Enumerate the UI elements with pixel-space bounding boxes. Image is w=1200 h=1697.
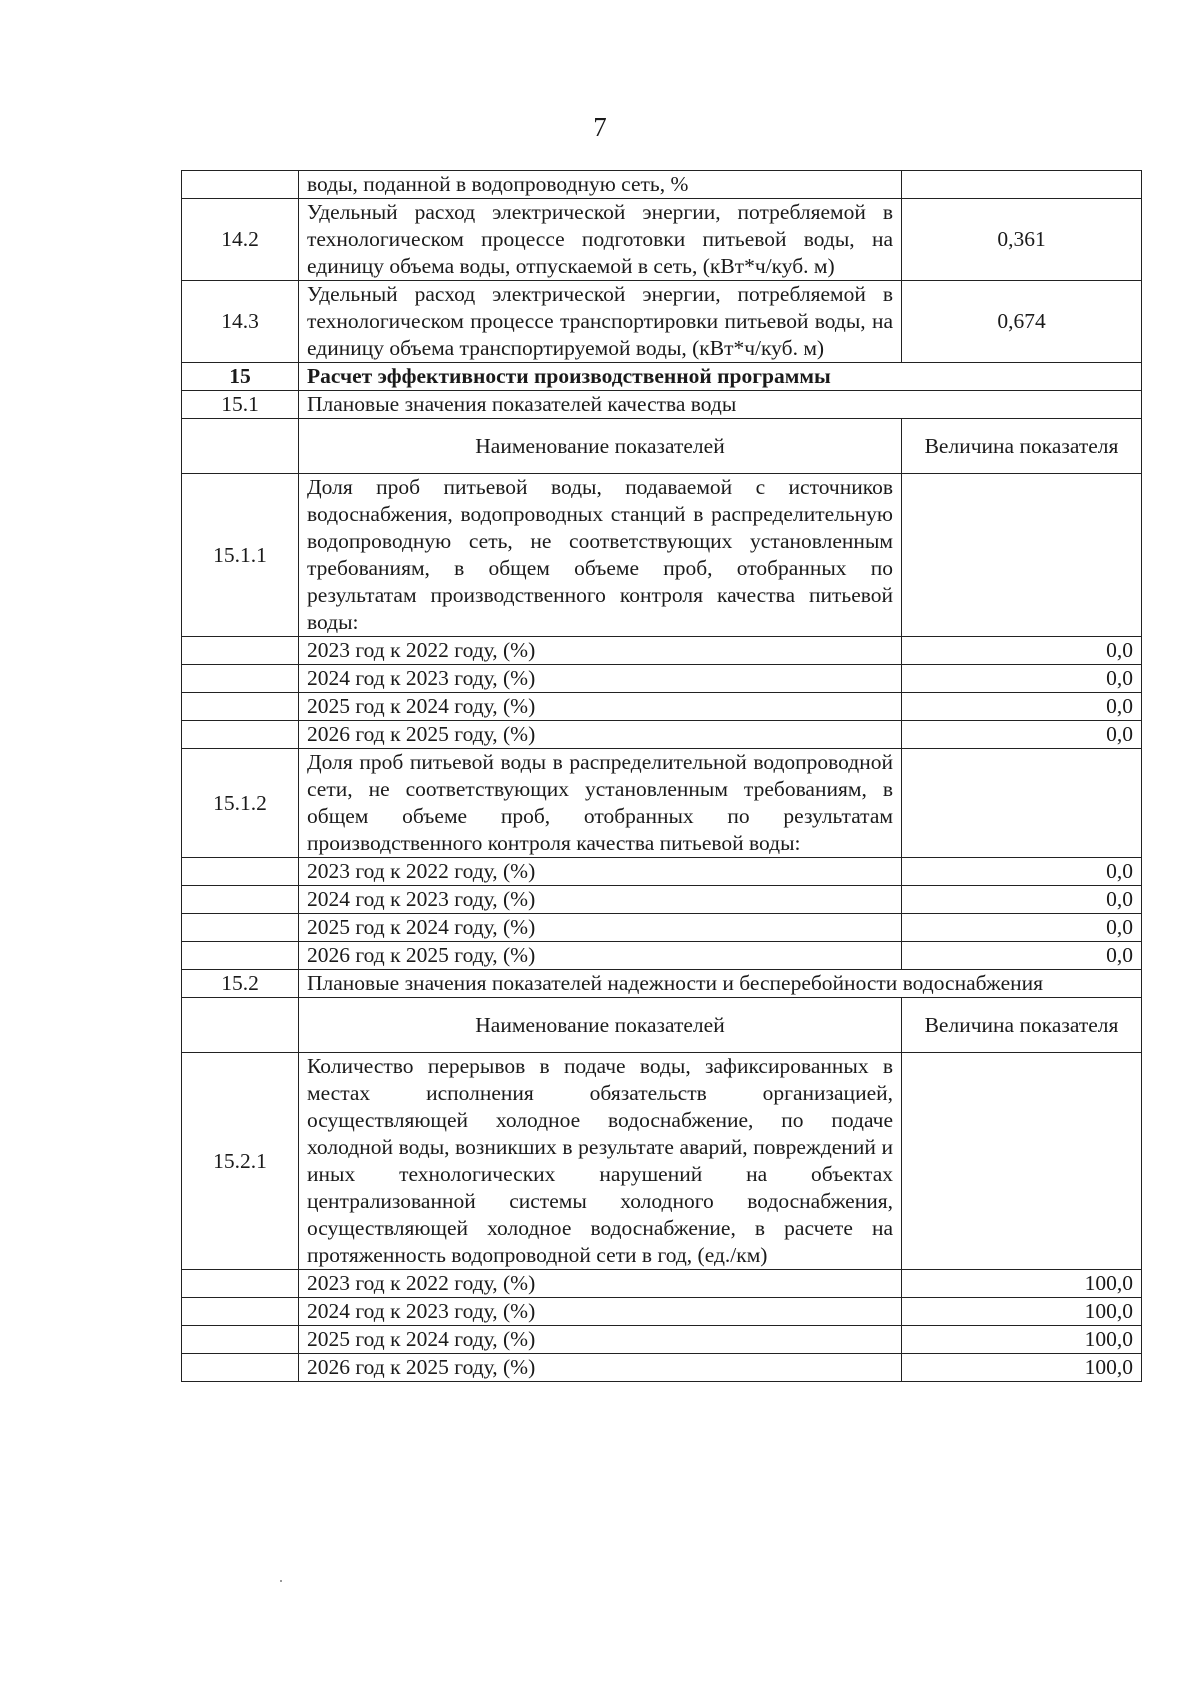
year-empty-cell bbox=[182, 637, 299, 665]
subsection-number: 15.2 bbox=[182, 970, 299, 998]
year-row bbox=[182, 1354, 1142, 1382]
year-row bbox=[182, 858, 1142, 886]
row-value bbox=[902, 1053, 1142, 1270]
subsection-title: Плановые значения показателей надежности и бесперебойности водоснабжения bbox=[299, 970, 1142, 998]
year-row bbox=[182, 1298, 1142, 1326]
year-label: 2023 год к 2022 году, (%) bbox=[299, 637, 902, 665]
row-value: 0,361 bbox=[902, 199, 1142, 281]
year-label: 2024 год к 2023 году, (%) bbox=[299, 886, 902, 914]
year-row bbox=[182, 693, 1142, 721]
year-row bbox=[182, 721, 1142, 749]
section-title: Расчет эффективности производственной программы bbox=[299, 363, 1142, 391]
year-label: 2023 год к 2022 году, (%) bbox=[299, 858, 902, 886]
row-number: 15.1.1 bbox=[182, 474, 299, 637]
year-empty-cell bbox=[182, 1354, 299, 1382]
year-empty-cell bbox=[182, 1326, 299, 1354]
row-description: воды, поданной в водопроводную сеть, % bbox=[299, 171, 902, 199]
year-value: 0,0 bbox=[902, 914, 1142, 942]
table-row-14-3 bbox=[182, 281, 1142, 363]
year-value: 0,0 bbox=[902, 858, 1142, 886]
header-indicator-value: Величина показателя bbox=[902, 998, 1142, 1053]
row-description: Количество перерывов в подаче воды, зафиксированных в местах исполнения обязательств организацией, осуществляющей холодное водоснабжение, по подаче холодной воды, возникших в результате аварий, повреждений и иных технологических нарушений на объектах централизованной системы холодного водоснабжения, осуществляющей холодное водоснабжение, в расчете на протяженность водопроводной сети в год, (ед./км) bbox=[299, 1053, 902, 1270]
row-description: Доля проб питьевой воды, подаваемой с источников водоснабжения, водопроводных станций в распределительную водопроводную сеть, не соответствующих установленным требованиям, в общем объеме проб, отобранных по результатам производственного контроля качества питьевой воды: bbox=[299, 474, 902, 637]
row-description: Удельный расход электрической энергии, потребляемой в технологическом процессе транспортировки питьевой воды, на единицу объема транспортируемой воды, (кВт*ч/куб. м) bbox=[299, 281, 902, 363]
table-row-15-2 bbox=[182, 970, 1142, 998]
year-value: 0,0 bbox=[902, 637, 1142, 665]
header-row bbox=[182, 419, 1142, 474]
year-empty-cell bbox=[182, 721, 299, 749]
year-empty-cell bbox=[182, 914, 299, 942]
year-value: 0,0 bbox=[902, 665, 1142, 693]
year-empty-cell bbox=[182, 665, 299, 693]
row-value bbox=[902, 474, 1142, 637]
table-row-15-1-2 bbox=[182, 749, 1142, 858]
year-label: 2025 год к 2024 году, (%) bbox=[299, 914, 902, 942]
year-value: 100,0 bbox=[902, 1326, 1142, 1354]
header-empty-cell bbox=[182, 998, 299, 1053]
year-row bbox=[182, 914, 1142, 942]
year-value: 0,0 bbox=[902, 693, 1142, 721]
header-empty-cell bbox=[182, 419, 299, 474]
table-row bbox=[182, 171, 1142, 199]
subsection-title: Плановые значения показателей качества воды bbox=[299, 391, 1142, 419]
table-row-15-1-1 bbox=[182, 474, 1142, 637]
row-number: 15.1.2 bbox=[182, 749, 299, 858]
year-label: 2024 год к 2023 году, (%) bbox=[299, 665, 902, 693]
year-empty-cell bbox=[182, 693, 299, 721]
header-indicator-name: Наименование показателей bbox=[299, 419, 902, 474]
year-row bbox=[182, 637, 1142, 665]
year-value: 0,0 bbox=[902, 886, 1142, 914]
year-empty-cell bbox=[182, 942, 299, 970]
section-number: 15 bbox=[182, 363, 299, 391]
year-label: 2025 год к 2024 году, (%) bbox=[299, 693, 902, 721]
row-value: 0,674 bbox=[902, 281, 1142, 363]
row-value bbox=[902, 171, 1142, 199]
header-indicator-value: Величина показателя bbox=[902, 419, 1142, 474]
row-number-cell bbox=[182, 171, 299, 199]
row-number: 15.2.1 bbox=[182, 1053, 299, 1270]
year-value: 100,0 bbox=[902, 1298, 1142, 1326]
year-empty-cell bbox=[182, 858, 299, 886]
page-number: 7 bbox=[593, 112, 607, 142]
year-label: 2025 год к 2024 году, (%) bbox=[299, 1326, 902, 1354]
table-row-15-1 bbox=[182, 391, 1142, 419]
year-row bbox=[182, 886, 1142, 914]
header-indicator-name: Наименование показателей bbox=[299, 998, 902, 1053]
row-description: Удельный расход электрической энергии, потребляемой в технологическом процессе подготовки питьевой воды, на единицу объема воды, отпускаемой в сеть, (кВт*ч/куб. м) bbox=[299, 199, 902, 281]
year-value: 0,0 bbox=[902, 721, 1142, 749]
scan-speck bbox=[280, 1580, 282, 1582]
row-description: Доля проб питьевой воды в распределительной водопроводной сети, не соответствующих установленным требованиям, в общем объеме проб, отобранных по результатам производственного контроля качества питьевой воды: bbox=[299, 749, 902, 858]
header-row bbox=[182, 998, 1142, 1053]
year-row bbox=[182, 1270, 1142, 1298]
table-row-14-2 bbox=[182, 199, 1142, 281]
row-number: 14.3 bbox=[182, 281, 299, 363]
table-row-15-2-1 bbox=[182, 1053, 1142, 1270]
year-value: 0,0 bbox=[902, 942, 1142, 970]
year-value: 100,0 bbox=[902, 1270, 1142, 1298]
subsection-number: 15.1 bbox=[182, 391, 299, 419]
indicators-table bbox=[181, 170, 1142, 1382]
year-row bbox=[182, 665, 1142, 693]
year-label: 2026 год к 2025 году, (%) bbox=[299, 942, 902, 970]
year-label: 2026 год к 2025 году, (%) bbox=[299, 721, 902, 749]
year-row bbox=[182, 1326, 1142, 1354]
year-label: 2024 год к 2023 году, (%) bbox=[299, 1298, 902, 1326]
year-empty-cell bbox=[182, 886, 299, 914]
year-value: 100,0 bbox=[902, 1354, 1142, 1382]
row-value bbox=[902, 749, 1142, 858]
year-label: 2026 год к 2025 году, (%) bbox=[299, 1354, 902, 1382]
year-row bbox=[182, 942, 1142, 970]
year-empty-cell bbox=[182, 1298, 299, 1326]
table-row-15 bbox=[182, 363, 1142, 391]
year-label: 2023 год к 2022 году, (%) bbox=[299, 1270, 902, 1298]
year-empty-cell bbox=[182, 1270, 299, 1298]
row-number: 14.2 bbox=[182, 199, 299, 281]
